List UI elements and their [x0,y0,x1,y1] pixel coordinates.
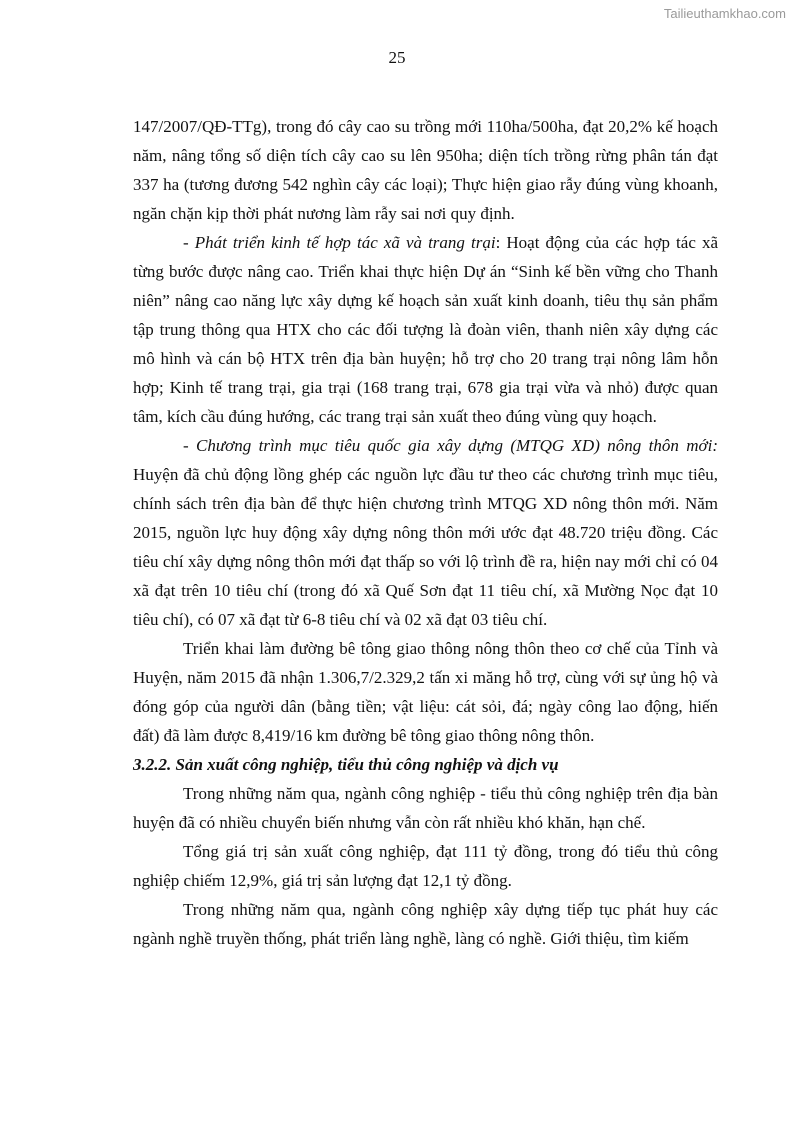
paragraph-2-title: - Phát triển kinh tế hợp tác xã và trang trại [183,233,496,252]
paragraph-3-body: Huyện đã chủ động lồng ghép các nguồn lực đầu tư theo các chương trình mục tiêu, chính sách trên địa bàn để thực hiện chương trình MTQG XD nông thôn mới. Năm 2015, nguồn lực huy động xây dựng nông thôn mới ước đạt 48.720 triệu đồng. Các tiêu chí xây dựng nông thôn mới đạt thấp so với lộ trình đề ra, hiện nay mới chỉ có 04 xã đạt trên 10 tiêu chí (trong đó xã Quế Sơn đạt 11 tiêu chí, xã Mường Nọc đạt 10 tiêu chí), có 07 xã đạt từ 6-8 tiêu chí và 02 xã đạt 03 tiêu chí. [133,465,718,629]
document-body [133,112,718,953]
paragraph-5: Trong những năm qua, ngành công nghiệp - tiểu thủ công nghiệp trên địa bàn huyện đã có nhiều chuyển biến nhưng vẫn còn rất nhiều khó khăn, hạn chế. [133,784,718,832]
paragraph-3 [133,431,718,634]
paragraph-6: Tổng giá trị sản xuất công nghiệp, đạt 111 tỷ đồng, trong đó tiểu thủ công nghiệp chiếm 12,9%, giá trị sản lượng đạt 12,1 tỷ đồng. [133,842,718,890]
page-number: 25 [388,48,406,67]
section-heading: 3.2.2. Sản xuất công nghiệp, tiểu thủ công nghiệp và dịch vụ [133,755,559,774]
paragraph-1: 147/2007/QĐ-TTg), trong đó cây cao su trồng mới 110ha/500ha, đạt 20,2% kế hoạch năm, nâng tổng số diện tích cây cao su lên 950ha; diện tích trồng rừng phân tán đạt 337 ha (tương đương 542 nghìn cây các loại); Thực hiện giao rẫy đúng vùng khoanh, ngăn chặn kịp thời phát nương làm rẫy sai nơi quy định. [133,117,718,223]
watermark: Tailieuthamkhao.com [663,6,786,21]
paragraph-4: Triển khai làm đường bê tông giao thông nông thôn theo cơ chế của Tỉnh và Huyện, năm 2015 đã nhận 1.306,7/2.329,2 tấn xi măng hỗ trợ, cùng với sự ủng hộ và đóng góp của người dân (bằng tiền; vật liệu: cát sỏi, đá; ngày công lao động, hiến đất) đã làm được 8,419/16 km đường bê tông giao thông nông thôn. [133,639,718,745]
paragraph-2 [133,228,718,431]
paragraph-3-title: - Chương trình mục tiêu quốc gia xây dựng (MTQG XD) nông thôn mới: [183,436,718,455]
paragraph-2-body: : Hoạt động của các hợp tác xã từng bước được nâng cao. Triển khai thực hiện Dự án “Sinh kế bền vững cho Thanh niên” nâng cao năng lực xây dựng kế hoạch sản xuất kinh doanh, tiêu thụ sản phẩm tập trung thông qua HTX cho các đối tượng là đoàn viên, thanh niên xây dựng các mô hình và cán bộ HTX trên địa bàn huyện; hỗ trợ cho 20 trang trại nông lâm hỗn hợp; Kinh tế trang trại, gia trại (168 trang trại, 678 gia trại vừa và nhỏ) được quan tâm, kích cầu đúng hướng, các trang trại sản xuất theo đúng vùng quy hoạch. [133,233,718,426]
paragraph-7: Trong những năm qua, ngành công nghiệp xây dựng tiếp tục phát huy các ngành nghề truyền thống, phát triển làng nghề, làng có nghề. Giới thiệu, tìm kiếm [133,900,718,948]
